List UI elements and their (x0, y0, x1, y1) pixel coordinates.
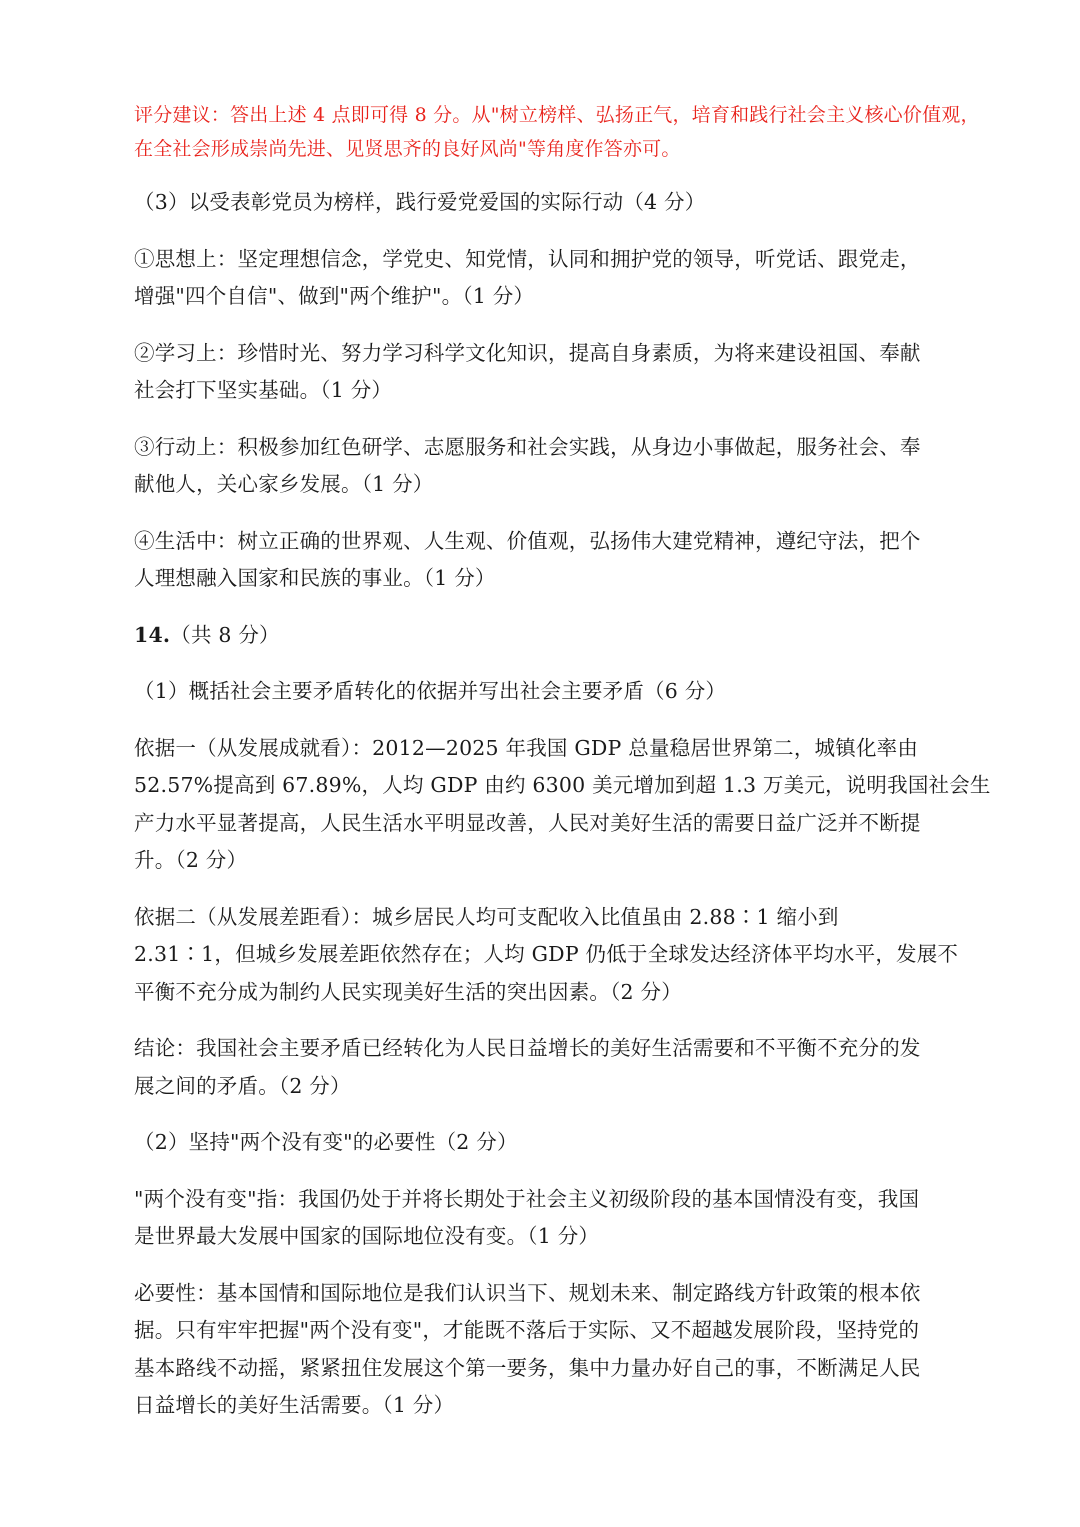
q14-necessity: 必要性：基本国情和国际地位是我们认识当下、规划未来、制定路线方针政策的根本依 据。只有牢牢把握"两个没有变"，才能既不落后于实际、又不超越发展阶段，坚持党的 基本路线不动摇，紧紧扭住发展这个第一要务，集中力量办好自己的事，不断满足人民 日益增长的美好生活需要。（1 分） (134, 1280, 921, 1417)
question-14-header (134, 617, 974, 655)
q14-part1-heading: （1）概括社会主要矛盾转化的依据并写出社会主要矛盾（6 分） (134, 679, 727, 703)
section3-item-life: ④生活中：树立正确的世界观、人生观、价值观，弘扬伟大建党精神，遵纪守法，把个 人理想融入国家和民族的事业。（1 分） (134, 528, 921, 590)
question-total-score: （共 8 分） (170, 622, 280, 647)
section3-item-action: ③行动上：积极参加红色研学、志愿服务和社会实践，从身边小事做起，服务社会、奉 献他人，关心家乡发展。（1 分） (134, 434, 921, 496)
section3-item-study: ②学习上：珍惜时光、努力学习科学文化知识，提高自身素质，为将来建设祖国、奉献 社会打下坚实基础。（1 分） (134, 340, 921, 402)
q14-basis2: 依据二（从发展差距看）：城乡居民人均可支配收入比值虽由 2.88∶1 缩小到 2.31∶1，但城乡发展差距依然存在；人均 GDP 仍低于全球发达经济体平均水平，发展不 平衡不充分成为制约人民实现美好生活的突出因素。（2 分） (134, 904, 959, 1004)
section3-heading: （3）以受表彰党员为榜样，践行爱党爱国的实际行动（4 分） (134, 190, 706, 214)
q14-conclusion: 结论：我国社会主要矛盾已经转化为人民日益增长的美好生活需要和不平衡不充分的发 展之间的矛盾。（2 分） (134, 1036, 921, 1098)
q14-meaning: "两个没有变"指：我国仍处于并将长期处于社会主义初级阶段的基本国情没有变，我国 是世界最大发展中国家的国际地位没有变。（1 分） (134, 1186, 920, 1248)
q14-part2-heading: （2）坚持"两个没有变"的必要性（2 分） (134, 1130, 518, 1154)
section3-item-thought: ①思想上：坚定理想信念，学党史、知党情，认同和拥护党的领导，听党话、跟党走， 增强"四个自信"、做到"两个维护"。（1 分） (134, 246, 921, 308)
scoring-note-line: 评分建议：答出上述 4 点即可得 8 分。从"树立榜样、弘扬正气，培育和践行社会主义核心价值观， (134, 104, 980, 126)
scoring-note (134, 98, 980, 166)
scoring-note-line: 在全社会形成崇尚先进、见贤思齐的良好风尚"等角度作答亦可。 (134, 138, 681, 160)
question-number: 14. (134, 622, 171, 647)
answer-page (134, 98, 991, 1444)
q14-basis1: 依据一（从发展成就看）：2012—2025 年我国 GDP 总量稳居世界第二，城镇化率由 52.57%提高到 67.89%，人均 GDP 由约 6300 美元增加到超 1.3 万美元，说明我国社会生 产力水平显著提高，人民生活水平明显改善，人民对美好生活的需要日益广泛并不断提 升。（2 分） (134, 735, 991, 872)
